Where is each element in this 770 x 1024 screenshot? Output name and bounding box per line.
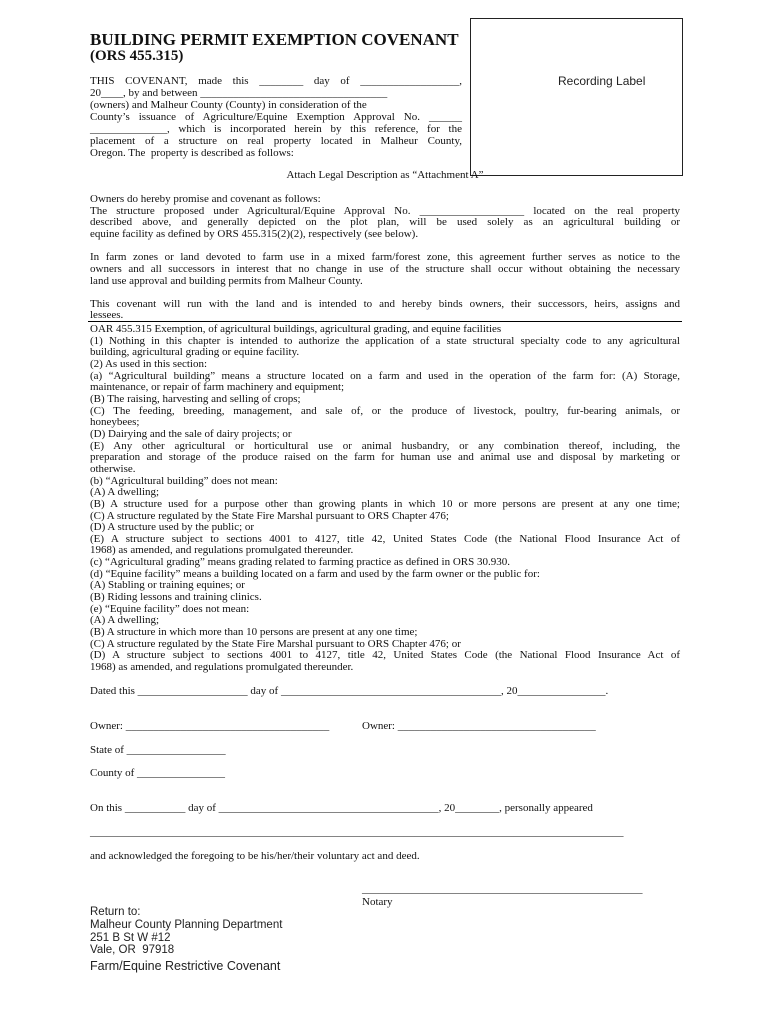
covenant-line: described above, and generally depicted on the plot plan, will be used solely as an agricultural building or — [90, 216, 680, 228]
oar-line: (C) The feeding, breeding, management, and sale of, or the produce of livestock, poultry, fur-bearing animals, or — [90, 404, 680, 417]
oar-line: (1) Nothing in this chapter is intended to authorize the application of a state structural specialty code to any agricultural — [90, 334, 680, 347]
oar-line: (c) “Agricultural grading” means grading related to farming practice as defined in ORS 30.930. — [90, 556, 510, 569]
covenant-line: The structure proposed under Agricultural/Equine Approval No. ___________________ located on the real property — [90, 205, 680, 217]
oar-heading: OAR 455.315 Exemption, of agricultural buildings, agricultural grading, and equine facilities — [90, 323, 502, 335]
appeared-name-blank: _________________________________________________________________________________________________ — [90, 826, 624, 838]
notice-line: In farm zones or land devoted to farm use in a mixed farm/forest zone, this agreement further serves as notice to the — [90, 251, 680, 263]
oar-line: building, agricultural grading or equine facility. — [90, 346, 300, 359]
form-footer-title: Farm/Equine Restrictive Covenant — [90, 959, 281, 973]
return-address-line: Vale, OR 97918 — [90, 944, 175, 957]
oar-line: 1968) as amended, and regulations promulgated thereunder. — [90, 661, 354, 674]
return-address-block — [90, 906, 282, 957]
oar-line: preparation and storage of the produce raised on the farm for human use and animal use and disposal by marketing or — [90, 451, 680, 464]
dated-line: Dated this ____________________ day of ________________________________________, 20________________. — [90, 685, 609, 697]
notice-line: owners and all successors in interest that no change in use of the structure shall occur without obtaining the necessary — [90, 263, 680, 275]
intro-line: ______________, which is incorporated herein by this reference, for the — [90, 123, 462, 135]
oar-line: (D) A structure subject to sections 4001 to 4127, title 42, United States Code (the National Flood Insurance Act of — [90, 649, 680, 662]
recording-label-box — [470, 18, 683, 176]
oar-line: (A) A dwelling; — [90, 486, 160, 499]
notary-signature-line: ___________________________________________________ — [362, 883, 643, 895]
oar-line: (D) Dairying and the sale of dairy projects; or — [90, 427, 292, 440]
section-divider — [88, 321, 682, 322]
oar-statute-block — [90, 324, 680, 674]
oar-line: (B) A structure used for a purpose other than growing plants in which 10 or more persons are present at any one time; — [90, 497, 680, 510]
oar-line: otherwise. — [90, 462, 136, 475]
covenant-line: equine facility as defined by ORS 455.315(2)(2), respectively (see below). — [90, 228, 419, 240]
state-line: State of __________________ — [90, 744, 226, 756]
intro-line: County’s issuance of Agriculture/Equine Exemption Approval No. ______ — [90, 111, 462, 123]
binding-line: lessees. — [90, 309, 124, 321]
oar-line: (C) A structure regulated by the State Fire Marshal pursuant to ORS Chapter 476; — [90, 509, 449, 522]
notary-label: Notary — [362, 896, 393, 908]
return-heading: Return to: — [90, 906, 141, 918]
intro-line: THIS COVENANT, made this ________ day of __________________, — [90, 75, 462, 87]
oar-line: (d) “Equine facility” means a building located on a farm and used by the farm owner or the public for: — [90, 567, 540, 580]
oar-line: (B) A structure in which more than 10 persons are present at any one time; — [90, 626, 418, 639]
intro-line: 20____, by and between __________________________________ — [90, 87, 388, 99]
notice-line: land use approval and building permits from Malheur County. — [90, 275, 363, 287]
owner-signature-line-1: Owner: _____________________________________ — [90, 720, 330, 732]
document-title: BUILDING PERMIT EXEMPTION COVENANT — [90, 30, 459, 49]
oar-line: (C) A structure regulated by the State Fire Marshal pursuant to ORS Chapter 476; or — [90, 637, 461, 650]
intro-line: placement of a structure on real property located in Malheur County, — [90, 135, 462, 147]
attachment-note: Attach Legal Description as “Attachment A” — [286, 169, 484, 181]
recording-label-text: Recording Label — [558, 74, 646, 88]
oar-line: honeybees; — [90, 416, 140, 429]
oar-line: 1968) as amended, and regulations promulgated thereunder. — [90, 544, 354, 557]
document-subtitle: (ORS 455.315) — [90, 48, 184, 64]
oar-line: (A) A dwelling; — [90, 614, 160, 627]
oar-line: (e) “Equine facility” does not mean: — [90, 602, 250, 615]
return-address-line: Malheur County Planning Department — [90, 918, 283, 931]
oar-line: (b) “Agricultural building” does not mean: — [90, 474, 278, 487]
oar-line: (B) The raising, harvesting and selling of crops; — [90, 392, 301, 405]
oar-line: (A) Stabling or training equines; or — [90, 579, 245, 592]
intro-line: Oregon. The property is described as follows: — [90, 147, 294, 159]
acknowledgement-line: and acknowledged the foregoing to be his/her/their voluntary act and deed. — [90, 850, 420, 862]
oar-line: (D) A structure used by the public; or — [90, 521, 255, 534]
binding-line: This covenant will run with the land and is intended to and hereby binds owners, their successors, heirs, assigns and — [90, 298, 680, 310]
oar-line: (E) Any other agricultural or horticultural use or animal husbandry, or any combination thereof, including, the — [90, 439, 680, 452]
county-line: County of ________________ — [90, 767, 226, 779]
return-address-line: 251 B St W #12 — [90, 931, 171, 944]
oar-line: (2) As used in this section: — [90, 357, 208, 370]
covenant-heading: Owners do hereby promise and covenant as follows: — [90, 193, 321, 205]
oar-line: maintenance, or repair of farm machinery and equipment; — [90, 381, 345, 394]
oar-line: (E) A structure subject to sections 4001 to 4127, title 42, United States Code (the National Flood Insurance Act of — [90, 532, 680, 545]
on-this-line: On this ___________ day of ________________________________________, 20________, personally appeared — [90, 802, 593, 814]
owner-signature-line-2: Owner: ____________________________________ — [362, 720, 596, 732]
intro-line: (owners) and Malheur County (County) in consideration of the — [90, 99, 367, 111]
oar-line: (B) Riding lessons and training clinics. — [90, 591, 262, 604]
oar-line: (a) “Agricultural building” means a structure located on a farm and used in the operation of the farm for: (A) Storage, — [90, 369, 680, 382]
